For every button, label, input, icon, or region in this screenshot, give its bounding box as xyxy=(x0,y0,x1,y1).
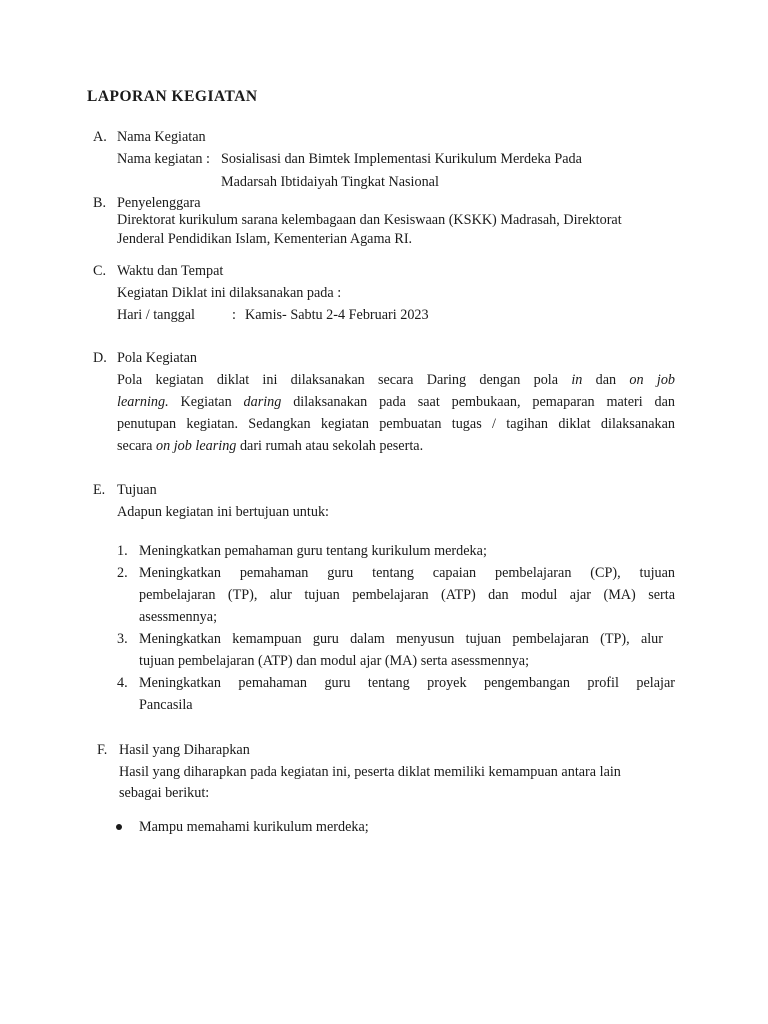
list-item-line-3: asessmennya; xyxy=(139,609,218,625)
penyelenggara-line-1: Direktorat kurikulum sarana kelembagaan dan Kesiswaan (KSKK) Madrasah, Direktorat xyxy=(117,212,622,228)
list-item-line-1: Meningkatkan pemahaman guru tentang proyek pengembangan profil pelajar xyxy=(139,675,675,691)
list-item-line-1: Meningkatkan pemahaman guru tentang capaian pembelajaran (CP), tujuan xyxy=(139,565,675,581)
list-number: 4. xyxy=(117,675,128,691)
list-item-line-2: Pancasila xyxy=(139,697,193,713)
tujuan-intro: Adapun kegiatan ini bertujuan untuk: xyxy=(117,504,329,520)
pola-paragraph-line-4: secara on job learing dari rumah atau sekolah peserta. xyxy=(117,438,424,454)
hari-tanggal-colon: : xyxy=(232,307,236,323)
section-b-heading: Penyelenggara xyxy=(117,195,201,211)
section-c-heading: Waktu dan Tempat xyxy=(117,263,224,279)
list-item-line-1: Meningkatkan kemampuan guru dalam menyusun tujuan pembelajaran (TP), alur xyxy=(139,631,663,647)
section-e-heading: Tujuan xyxy=(117,482,157,498)
section-f-heading: Hasil yang Diharapkan xyxy=(119,742,250,758)
hasil-line-1: Hasil yang diharapkan pada kegiatan ini, peserta diklat memiliki kemampuan antara lain xyxy=(119,764,621,780)
nama-kegiatan-value-1: Sosialisasi dan Bimtek Implementasi Kurikulum Merdeka Pada xyxy=(221,151,582,167)
waktu-intro: Kegiatan Diklat ini dilaksanakan pada : xyxy=(117,285,342,301)
hari-tanggal-value: Kamis- Sabtu 2-4 Februari 2023 xyxy=(245,307,429,323)
section-d-heading: Pola Kegiatan xyxy=(117,350,197,366)
section-a-heading: Nama Kegiatan xyxy=(117,129,206,145)
pola-paragraph-line-2: learning. Kegiatan daring dilaksanakan pada saat pembukaan, pemaparan materi dan xyxy=(117,394,675,410)
nama-kegiatan-value-2: Madarsah Ibtidaiyah Tingkat Nasional xyxy=(221,174,439,190)
pola-paragraph-line-1: Pola kegiatan diklat ini dilaksanakan secara Daring dengan pola in dan on job xyxy=(117,372,676,388)
section-f-letter: F. xyxy=(97,742,108,758)
list-item-line-1: Meningkatkan pemahaman guru tentang kurikulum merdeka; xyxy=(139,543,487,559)
pola-paragraph-line-3: penutupan kegiatan. Sedangkan kegiatan pembuatan tugas / tagihan diklat dilaksanakan xyxy=(117,416,675,432)
list-number: 2. xyxy=(117,565,128,581)
list-item-line-2: pembelajaran (TP), alur tujuan pembelajaran (ATP) dan modul ajar (MA) serta xyxy=(139,587,675,603)
bullet-text: Mampu memahami kurikulum merdeka; xyxy=(139,819,369,835)
bullet-dot-icon xyxy=(116,824,122,830)
list-number: 3. xyxy=(117,631,128,647)
list-number: 1. xyxy=(117,543,128,559)
hari-tanggal-label: Hari / tanggal xyxy=(117,307,196,323)
section-b-letter: B. xyxy=(93,195,107,211)
document-title: LAPORAN KEGIATAN xyxy=(87,88,258,105)
hasil-line-2: sebagai berikut: xyxy=(119,785,210,801)
nama-kegiatan-label: Nama kegiatan : xyxy=(117,151,210,167)
penyelenggara-line-2: Jenderal Pendidikan Islam, Kementerian Agama RI. xyxy=(117,231,413,247)
section-d-letter: D. xyxy=(93,350,107,366)
section-e-letter: E. xyxy=(93,482,106,498)
section-a-letter: A. xyxy=(93,129,107,145)
section-c-letter: C. xyxy=(93,263,107,279)
list-item-line-2: tujuan pembelajaran (ATP) dan modul ajar (MA) serta asessmennya; xyxy=(139,653,530,669)
